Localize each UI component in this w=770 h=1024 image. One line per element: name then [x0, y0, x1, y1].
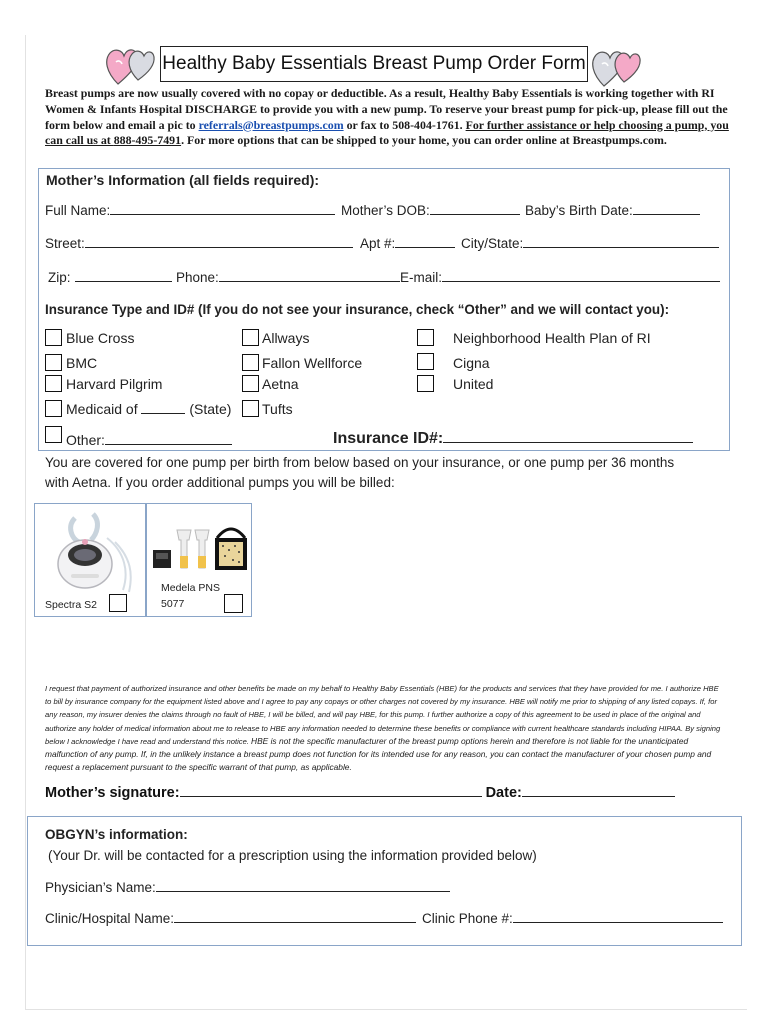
harvard-pilgrim-checkbox[interactable]	[45, 375, 62, 392]
other-checkbox[interactable]	[45, 426, 62, 443]
nhp-label: Neighborhood Health Plan of RI	[453, 330, 651, 346]
form-title: Healthy Baby Essentials Breast Pump Order Form	[160, 46, 588, 82]
insurance-heading: Insurance Type and ID# (If you do not see your insurance, check “Other” and we will contact you):	[45, 302, 670, 317]
medela-name-line1: Medela PNS	[161, 582, 220, 594]
pump-option-spectra[interactable]	[34, 503, 146, 617]
physician-name-field[interactable]: Physician’s Name:	[45, 880, 450, 895]
spectra-name: Spectra S2	[45, 599, 97, 611]
coverage-line-1: You are covered for one pump per birth from below based on your insurance, or one pump per 36 months	[45, 455, 675, 470]
mother-info-heading: Mother’s Information (all fields required):	[46, 172, 320, 188]
bmc-checkbox[interactable]	[45, 354, 62, 371]
fallon-label: Fallon Wellforce	[262, 355, 363, 371]
baby-birth-date-field[interactable]: Baby’s Birth Date:	[525, 203, 700, 218]
zip-field[interactable]: Zip:	[48, 270, 172, 285]
spectra-checkbox[interactable]	[109, 594, 127, 612]
clinic-phone-field[interactable]: Clinic Phone #:	[422, 911, 723, 926]
clinic-name-field[interactable]: Clinic/Hospital Name:	[45, 911, 416, 926]
medicaid-checkbox[interactable]	[45, 400, 62, 417]
fallon-checkbox[interactable]	[242, 354, 259, 371]
hearts-right-icon	[590, 42, 642, 90]
nhp-checkbox[interactable]	[417, 329, 434, 346]
obgyn-note: (Your Dr. will be contacted for a prescription using the information provided below)	[48, 848, 537, 863]
hearts-left-icon	[104, 40, 156, 88]
street-field[interactable]: Street:	[45, 236, 353, 251]
apt-field[interactable]: Apt #:	[360, 236, 455, 251]
city-state-field[interactable]: City/State:	[461, 236, 719, 251]
tufts-checkbox[interactable]	[242, 400, 259, 417]
harvard-pilgrim-label: Harvard Pilgrim	[66, 376, 163, 392]
united-checkbox[interactable]	[417, 375, 434, 392]
medicaid-label: Medicaid of (State)	[66, 401, 232, 417]
medicaid-state-input[interactable]	[141, 402, 185, 414]
medela-name-line2: 5077	[161, 598, 185, 610]
obgyn-heading: OBGYN’s information:	[45, 827, 188, 842]
bmc-label: BMC	[66, 355, 98, 371]
phone-field[interactable]: Phone:	[176, 270, 400, 285]
cigna-checkbox[interactable]	[417, 353, 434, 370]
other-input[interactable]	[105, 433, 232, 445]
email-field[interactable]: E-mail:	[400, 270, 720, 285]
aetna-checkbox[interactable]	[242, 375, 259, 392]
other-label: Other:	[66, 432, 232, 448]
spectra-pump-image	[45, 508, 135, 594]
medela-checkbox[interactable]	[224, 594, 243, 613]
aetna-label: Aetna	[262, 376, 299, 392]
pump-option-medela[interactable]	[146, 503, 252, 617]
coverage-line-2: with Aetna. If you order additional pumps you will be billed:	[45, 475, 395, 490]
cigna-label: Cigna	[453, 355, 490, 371]
allways-checkbox[interactable]	[242, 329, 259, 346]
intro-paragraph: Breast pumps are now usually covered with no copay or deductible. As a result, Healthy Baby Essentials is working together with RI Women & Infants Hospital DISCHARGE to provide you with a new pump. To reserve your breast pump for pick-up, please fill out the form below and email a pic to referrals@breastpumps.com or fax to 508-404-1761. For further assistance or help choosing a pump, you can call us at 888-495-7491. For more options that can be shipped to your home, you can order online at Breastpumps.com.	[45, 86, 729, 148]
blue-cross-checkbox[interactable]	[45, 329, 62, 346]
mother-dob-field[interactable]: Mother’s DOB:	[341, 203, 520, 218]
legal-authorization-text: I request that payment of authorized insurance and other benefits be made on my behalf to Healthy Baby Essentials (HBE) for the products and services that they have provided for me. I authorize HBE to bill by insurance company for the equipment listed above and I agree to pay any copays or other charges not covered by my insurance. HBE will notify me prior to shipping of any listed copays. If, for any reason, my insurer denies the claims through no fault of HBE, I will be billed, and will pay HBE, for this pump. I further authorize a copy of this agreement to be used in place of the original and authorize any holder of medical information about me to release to HBE any information needed to determine these benefits or compliance with current healthcare standards including HIPAA. By signing below I acknowledge I have read and understand this notice. HBE is not the specific manufacturer of the breast pump options herein and therefore is not liable for the unanticipated malfunction of any pump. If, in the unlikely instance a breast pump does not function for its intended use for any reason, you can contact the manufacturer of your chosen pump and request a replacement pursuant to the specific warrant of that pump, as applicable.	[45, 684, 721, 773]
phone-number: 888-495-7491	[113, 133, 182, 148]
signature-date-field[interactable]: Date:	[486, 785, 675, 801]
united-label: United	[453, 376, 494, 392]
signature-field[interactable]: Mother’s signature: Date:	[45, 784, 675, 801]
insurance-id-field[interactable]: Insurance ID#:	[333, 428, 693, 448]
full-name-field[interactable]: Full Name:	[45, 203, 335, 218]
tufts-label: Tufts	[262, 401, 293, 417]
blue-cross-label: Blue Cross	[66, 330, 135, 346]
email-link[interactable]: referrals@breastpumps.com	[198, 117, 344, 132]
allways-label: Allways	[262, 330, 310, 346]
medela-pump-image	[151, 518, 249, 578]
